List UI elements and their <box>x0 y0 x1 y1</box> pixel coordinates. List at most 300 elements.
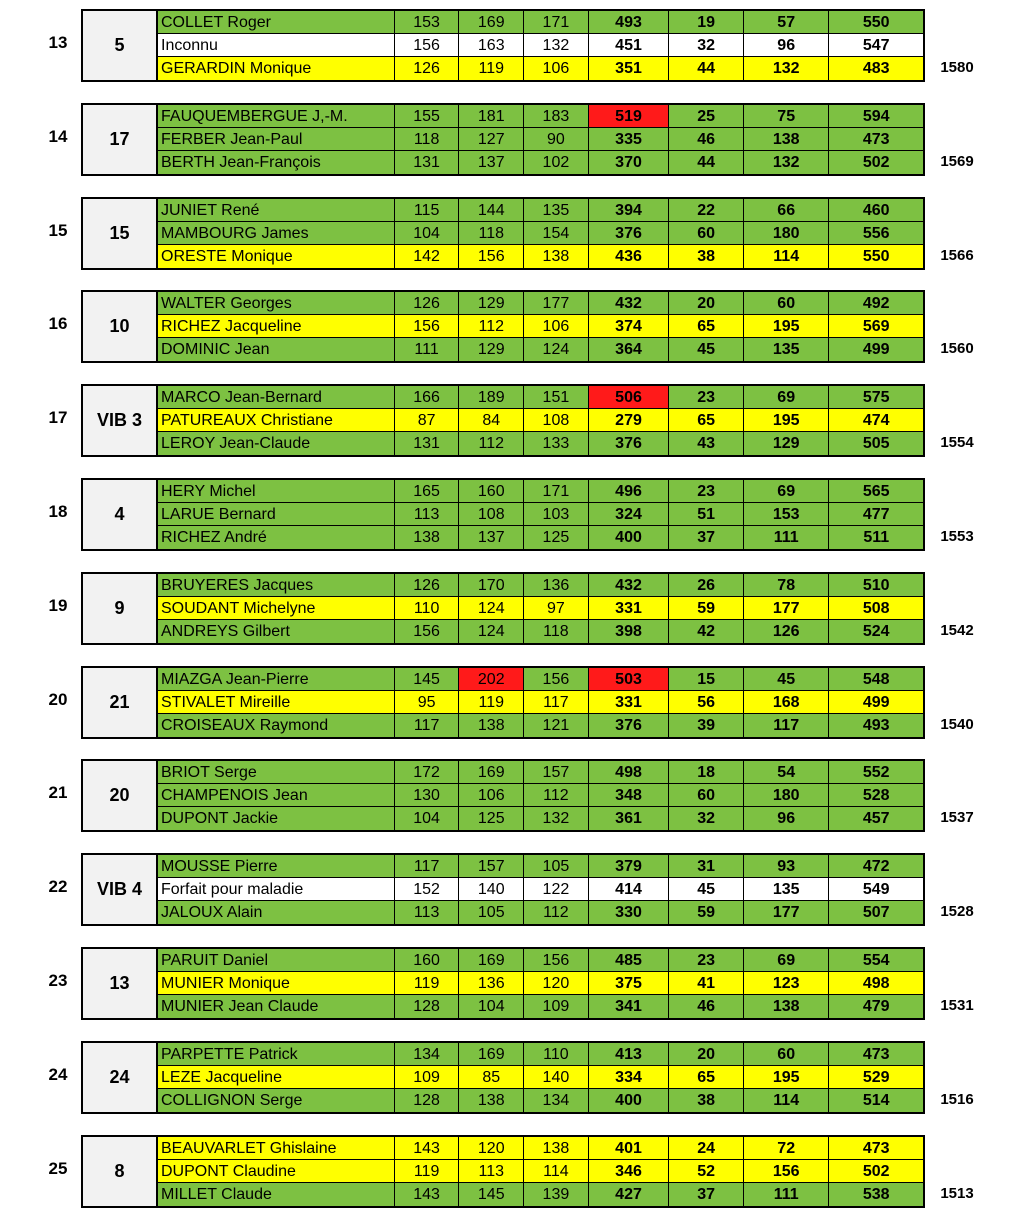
score-hc3: 66 <box>743 199 829 222</box>
score-g2: 169 <box>458 761 523 784</box>
score-hc: 41 <box>668 972 743 995</box>
team-rows <box>156 9 925 82</box>
score-hc: 65 <box>668 409 743 432</box>
score-g2: 120 <box>458 1137 523 1160</box>
score-tot: 334 <box>588 1066 669 1089</box>
player-name: Forfait pour maladie <box>158 878 394 901</box>
score-hc3: 72 <box>743 1137 829 1160</box>
score-g3: 97 <box>523 597 588 620</box>
score-g1: 145 <box>394 668 459 691</box>
group-rank: 25 <box>48 1159 68 1178</box>
score-hc3: 57 <box>743 11 829 34</box>
score-g1: 117 <box>394 714 459 737</box>
score-g2: 119 <box>458 57 523 80</box>
score-hc: 22 <box>668 199 743 222</box>
score-hc3: 78 <box>743 574 829 597</box>
score-hc: 46 <box>668 128 743 151</box>
player-row <box>158 1137 923 1160</box>
score-tot: 364 <box>588 338 669 361</box>
score-hc3: 180 <box>743 222 829 245</box>
score-g2: 118 <box>458 222 523 245</box>
score-g1: 153 <box>394 11 459 34</box>
team-number: 5 <box>81 9 156 82</box>
score-fin: 549 <box>828 878 923 901</box>
player-name: RICHEZ Jacqueline <box>158 315 394 338</box>
score-fin: 552 <box>828 761 923 784</box>
score-fin: 538 <box>828 1183 923 1206</box>
player-name: BRIOT Serge <box>158 761 394 784</box>
player-name: DOMINIC Jean <box>158 338 394 361</box>
score-fin: 473 <box>828 128 923 151</box>
player-name: DUPONT Claudine <box>158 1160 394 1183</box>
player-row <box>158 995 923 1018</box>
score-g1: 128 <box>394 995 459 1018</box>
group-rank: 21 <box>48 783 68 802</box>
score-g2: 119 <box>458 691 523 714</box>
score-g1: 95 <box>394 691 459 714</box>
player-name: PATUREAUX Christiane <box>158 409 394 432</box>
player-name: GERARDIN Monique <box>158 57 394 80</box>
group-rank: 24 <box>48 1065 68 1084</box>
score-tot: 335 <box>588 128 669 151</box>
team-rows <box>156 572 925 645</box>
score-g2: 157 <box>458 855 523 878</box>
score-g3: 132 <box>523 34 588 57</box>
team-rows <box>156 290 925 363</box>
player-row <box>158 199 923 222</box>
score-hc3: 96 <box>743 807 829 830</box>
score-fin: 556 <box>828 222 923 245</box>
score-tot: 374 <box>588 315 669 338</box>
score-g2: 145 <box>458 1183 523 1206</box>
player-row <box>158 878 923 901</box>
score-g1: 126 <box>394 292 459 315</box>
score-tot: 398 <box>588 620 669 643</box>
score-hc: 23 <box>668 949 743 972</box>
score-tot: 432 <box>588 574 669 597</box>
team-rows <box>156 478 925 551</box>
score-g2: 85 <box>458 1066 523 1089</box>
player-row <box>158 34 923 57</box>
score-hc3: 114 <box>743 245 829 268</box>
score-hc3: 45 <box>743 668 829 691</box>
player-name: JUNIET René <box>158 199 394 222</box>
score-g2: 112 <box>458 432 523 455</box>
team-number: 10 <box>81 290 156 363</box>
score-g2: 106 <box>458 784 523 807</box>
score-hc: 31 <box>668 855 743 878</box>
score-g3: 110 <box>523 1043 588 1066</box>
score-g3: 156 <box>523 949 588 972</box>
player-row <box>158 11 923 34</box>
score-g2: 169 <box>458 949 523 972</box>
score-g3: 183 <box>523 105 588 128</box>
score-g3: 134 <box>523 1089 588 1112</box>
player-name: WALTER Georges <box>158 292 394 315</box>
score-g1: 138 <box>394 526 459 549</box>
score-fin: 493 <box>828 714 923 737</box>
score-hc: 43 <box>668 432 743 455</box>
team-total: 1531 <box>940 997 974 1014</box>
score-fin: 510 <box>828 574 923 597</box>
player-name: BERTH Jean-François <box>158 151 394 174</box>
score-tot: 498 <box>588 761 669 784</box>
score-g3: 171 <box>523 11 588 34</box>
score-fin: 508 <box>828 597 923 620</box>
score-g3: 177 <box>523 292 588 315</box>
score-tot: 361 <box>588 807 669 830</box>
score-g2: 112 <box>458 315 523 338</box>
player-row <box>158 292 923 315</box>
score-g3: 157 <box>523 761 588 784</box>
player-row <box>158 855 923 878</box>
score-g1: 142 <box>394 245 459 268</box>
team-rows <box>156 947 925 1020</box>
score-g3: 132 <box>523 807 588 830</box>
player-row <box>158 807 923 830</box>
score-g1: 143 <box>394 1137 459 1160</box>
score-hc3: 69 <box>743 480 829 503</box>
score-hc3: 69 <box>743 386 829 409</box>
score-g3: 120 <box>523 972 588 995</box>
score-g1: 152 <box>394 878 459 901</box>
player-name: CROISEAUX Raymond <box>158 714 394 737</box>
score-fin: 457 <box>828 807 923 830</box>
score-fin: 499 <box>828 338 923 361</box>
score-g3: 106 <box>523 57 588 80</box>
score-hc3: 177 <box>743 597 829 620</box>
team-rows <box>156 853 925 926</box>
player-name: BEAUVARLET Ghislaine <box>158 1137 394 1160</box>
score-hc: 25 <box>668 105 743 128</box>
score-hc3: 126 <box>743 620 829 643</box>
player-row <box>158 1160 923 1183</box>
score-tot: 279 <box>588 409 669 432</box>
score-hc: 45 <box>668 338 743 361</box>
team-rows <box>156 759 925 832</box>
team-total: 1513 <box>940 1185 974 1202</box>
score-g2: 138 <box>458 714 523 737</box>
score-tot: 376 <box>588 432 669 455</box>
player-name: DUPONT Jackie <box>158 807 394 830</box>
team-total: 1580 <box>940 59 974 76</box>
score-fin: 473 <box>828 1137 923 1160</box>
group-rank: 17 <box>48 408 68 427</box>
score-hc: 18 <box>668 761 743 784</box>
score-g2: 136 <box>458 972 523 995</box>
score-tot: 496 <box>588 480 669 503</box>
score-fin: 479 <box>828 995 923 1018</box>
player-row <box>158 972 923 995</box>
player-name: LEZE Jacqueline <box>158 1066 394 1089</box>
score-g3: 138 <box>523 1137 588 1160</box>
score-fin: 460 <box>828 199 923 222</box>
score-g3: 109 <box>523 995 588 1018</box>
group-rank: 22 <box>48 877 68 896</box>
team-rows <box>156 197 925 270</box>
score-g1: 109 <box>394 1066 459 1089</box>
score-g1: 166 <box>394 386 459 409</box>
team-total: 1516 <box>940 1091 974 1108</box>
score-tot: 503 <box>588 668 669 691</box>
score-g2: 181 <box>458 105 523 128</box>
score-g1: 131 <box>394 432 459 455</box>
score-g2: 189 <box>458 386 523 409</box>
score-tot: 451 <box>588 34 669 57</box>
player-name: Inconnu <box>158 34 394 57</box>
score-hc: 44 <box>668 151 743 174</box>
team-number: 24 <box>81 1041 156 1114</box>
score-hc3: 180 <box>743 784 829 807</box>
score-g3: 136 <box>523 574 588 597</box>
score-hc: 51 <box>668 503 743 526</box>
player-name: STIVALET Mireille <box>158 691 394 714</box>
player-name: PARPETTE Patrick <box>158 1043 394 1066</box>
team-number: 17 <box>81 103 156 176</box>
score-g3: 112 <box>523 784 588 807</box>
score-hc3: 114 <box>743 1089 829 1112</box>
team-rows <box>156 1135 925 1208</box>
team-total: 1542 <box>940 622 974 639</box>
score-g3: 103 <box>523 503 588 526</box>
score-hc: 38 <box>668 1089 743 1112</box>
score-g2: 160 <box>458 480 523 503</box>
score-g1: 134 <box>394 1043 459 1066</box>
score-g3: 171 <box>523 480 588 503</box>
score-g1: 126 <box>394 57 459 80</box>
player-row <box>158 1066 923 1089</box>
score-g1: 104 <box>394 807 459 830</box>
score-g3: 108 <box>523 409 588 432</box>
group-rank: 23 <box>48 971 68 990</box>
score-g3: 121 <box>523 714 588 737</box>
score-hc: 38 <box>668 245 743 268</box>
score-hc: 26 <box>668 574 743 597</box>
score-tot: 375 <box>588 972 669 995</box>
player-row <box>158 432 923 455</box>
score-hc: 65 <box>668 1066 743 1089</box>
score-g1: 131 <box>394 151 459 174</box>
score-g3: 106 <box>523 315 588 338</box>
score-hc3: 111 <box>743 1183 829 1206</box>
player-row <box>158 691 923 714</box>
group-rank: 13 <box>48 33 68 52</box>
score-hc3: 117 <box>743 714 829 737</box>
player-name: MIAZGA Jean-Pierre <box>158 668 394 691</box>
score-hc: 56 <box>668 691 743 714</box>
score-hc3: 132 <box>743 57 829 80</box>
score-g3: 117 <box>523 691 588 714</box>
score-hc3: 60 <box>743 1043 829 1066</box>
score-fin: 594 <box>828 105 923 128</box>
score-fin: 474 <box>828 409 923 432</box>
player-row <box>158 668 923 691</box>
score-hc: 59 <box>668 597 743 620</box>
score-tot: 351 <box>588 57 669 80</box>
score-g1: 156 <box>394 34 459 57</box>
score-g3: 151 <box>523 386 588 409</box>
score-g3: 125 <box>523 526 588 549</box>
score-hc: 23 <box>668 386 743 409</box>
group-rank: 14 <box>48 127 68 146</box>
score-tot: 427 <box>588 1183 669 1206</box>
score-hc: 65 <box>668 315 743 338</box>
score-hc: 37 <box>668 526 743 549</box>
score-hc3: 69 <box>743 949 829 972</box>
player-row <box>158 620 923 643</box>
score-tot: 370 <box>588 151 669 174</box>
score-fin: 569 <box>828 315 923 338</box>
team-total: 1537 <box>940 809 974 826</box>
score-hc3: 156 <box>743 1160 829 1183</box>
score-g1: 119 <box>394 1160 459 1183</box>
score-hc3: 195 <box>743 1066 829 1089</box>
score-g1: 126 <box>394 574 459 597</box>
score-fin: 502 <box>828 151 923 174</box>
score-fin: 550 <box>828 11 923 34</box>
score-g2: 137 <box>458 526 523 549</box>
team-number: VIB 4 <box>81 853 156 926</box>
player-row <box>158 1183 923 1206</box>
player-name: HERY Michel <box>158 480 394 503</box>
score-g3: 122 <box>523 878 588 901</box>
score-fin: 472 <box>828 855 923 878</box>
player-name: ORESTE Monique <box>158 245 394 268</box>
score-g3: 112 <box>523 901 588 924</box>
score-g2: 104 <box>458 995 523 1018</box>
team-total: 1560 <box>940 340 974 357</box>
score-g2: 113 <box>458 1160 523 1183</box>
player-row <box>158 57 923 80</box>
score-hc3: 54 <box>743 761 829 784</box>
score-g1: 155 <box>394 105 459 128</box>
group-rank: 18 <box>48 502 68 521</box>
score-g2: 129 <box>458 338 523 361</box>
team-total: 1566 <box>940 247 974 264</box>
player-name: RICHEZ André <box>158 526 394 549</box>
score-g3: 124 <box>523 338 588 361</box>
player-name: MAMBOURG James <box>158 222 394 245</box>
score-hc: 39 <box>668 714 743 737</box>
score-tot: 400 <box>588 1089 669 1112</box>
score-g3: 133 <box>523 432 588 455</box>
score-g3: 139 <box>523 1183 588 1206</box>
score-hc3: 168 <box>743 691 829 714</box>
score-g2: 156 <box>458 245 523 268</box>
team-total: 1540 <box>940 716 974 733</box>
score-g1: 128 <box>394 1089 459 1112</box>
score-fin: 499 <box>828 691 923 714</box>
player-row <box>158 597 923 620</box>
player-name: LARUE Bernard <box>158 503 394 526</box>
score-hc3: 129 <box>743 432 829 455</box>
player-name: MUNIER Jean Claude <box>158 995 394 1018</box>
score-g3: 156 <box>523 668 588 691</box>
player-row <box>158 105 923 128</box>
team-total: 1554 <box>940 434 974 451</box>
score-hc: 59 <box>668 901 743 924</box>
score-hc: 60 <box>668 784 743 807</box>
player-name: MILLET Claude <box>158 1183 394 1206</box>
team-rows <box>156 666 925 739</box>
score-g1: 111 <box>394 338 459 361</box>
score-tot: 436 <box>588 245 669 268</box>
score-fin: 575 <box>828 386 923 409</box>
score-g1: 118 <box>394 128 459 151</box>
score-g2: 144 <box>458 199 523 222</box>
score-tot: 346 <box>588 1160 669 1183</box>
score-g2: 169 <box>458 11 523 34</box>
score-hc: 52 <box>668 1160 743 1183</box>
score-tot: 379 <box>588 855 669 878</box>
score-hc3: 132 <box>743 151 829 174</box>
score-fin: 548 <box>828 668 923 691</box>
player-name: SOUDANT Michelyne <box>158 597 394 620</box>
score-g2: 169 <box>458 1043 523 1066</box>
score-g3: 102 <box>523 151 588 174</box>
score-hc3: 177 <box>743 901 829 924</box>
score-tot: 413 <box>588 1043 669 1066</box>
player-row <box>158 901 923 924</box>
score-g1: 104 <box>394 222 459 245</box>
group-rank: 19 <box>48 596 68 615</box>
player-row <box>158 151 923 174</box>
score-g1: 156 <box>394 620 459 643</box>
score-fin: 505 <box>828 432 923 455</box>
score-g1: 119 <box>394 972 459 995</box>
score-g2: 137 <box>458 151 523 174</box>
score-g3: 138 <box>523 245 588 268</box>
score-g2: 127 <box>458 128 523 151</box>
player-row <box>158 526 923 549</box>
score-g1: 172 <box>394 761 459 784</box>
score-g2: 124 <box>458 620 523 643</box>
score-fin: 550 <box>828 245 923 268</box>
score-g1: 143 <box>394 1183 459 1206</box>
team-total: 1553 <box>940 528 974 545</box>
score-hc: 60 <box>668 222 743 245</box>
group-rank: 15 <box>48 221 68 240</box>
team-total: 1569 <box>940 153 974 170</box>
player-row <box>158 949 923 972</box>
score-hc3: 153 <box>743 503 829 526</box>
score-hc: 32 <box>668 807 743 830</box>
player-row <box>158 1089 923 1112</box>
player-row <box>158 503 923 526</box>
score-fin: 473 <box>828 1043 923 1066</box>
score-tot: 400 <box>588 526 669 549</box>
score-g1: 113 <box>394 503 459 526</box>
score-hc: 20 <box>668 292 743 315</box>
score-tot: 519 <box>588 105 669 128</box>
score-tot: 493 <box>588 11 669 34</box>
score-g3: 135 <box>523 199 588 222</box>
score-g2: 202 <box>458 668 523 691</box>
score-g3: 140 <box>523 1066 588 1089</box>
score-hc: 24 <box>668 1137 743 1160</box>
team-total: 1528 <box>940 903 974 920</box>
score-fin: 524 <box>828 620 923 643</box>
player-name: FAUQUEMBERGUE J,-M. <box>158 105 394 128</box>
team-number: 21 <box>81 666 156 739</box>
score-hc: 44 <box>668 57 743 80</box>
player-row <box>158 222 923 245</box>
player-name: MOUSSE Pierre <box>158 855 394 878</box>
player-row <box>158 574 923 597</box>
score-tot: 376 <box>588 714 669 737</box>
score-g1: 117 <box>394 855 459 878</box>
score-g2: 108 <box>458 503 523 526</box>
